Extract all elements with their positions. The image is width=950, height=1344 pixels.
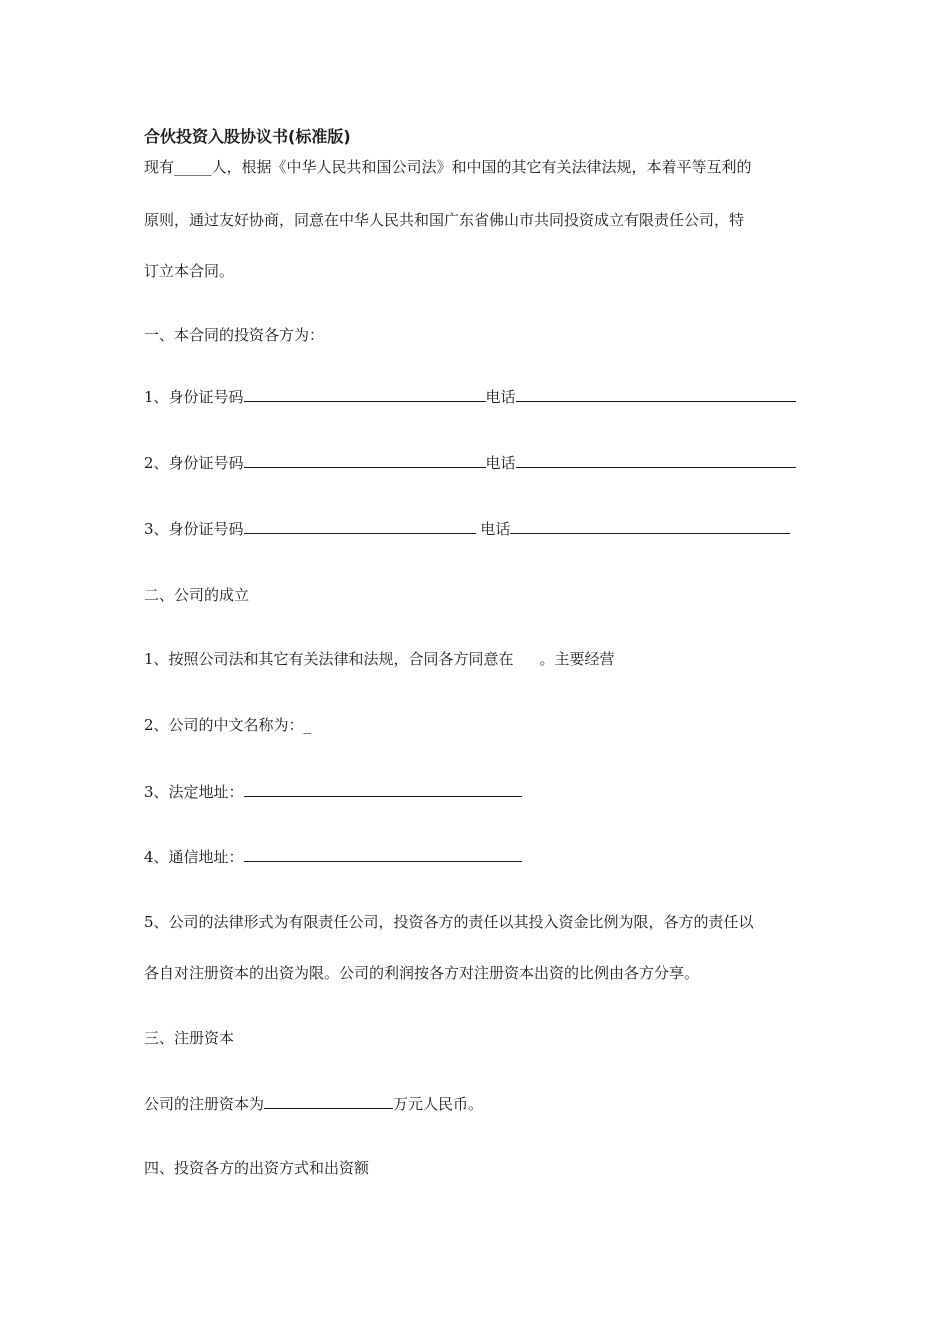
capital-unit: 万元人民币。 — [393, 1095, 484, 1113]
party-2-id-label: 2、身份证号码 — [144, 454, 244, 472]
party-3-phone-blank[interactable] — [510, 518, 790, 534]
capital-amount-blank[interactable] — [264, 1093, 393, 1109]
party-2-phone-label: 电话 — [485, 454, 516, 472]
party-row-3 — [144, 518, 790, 539]
section-2-item-5-line-2: 各自对注册资本的出资为限。公司的利润按各方对注册资本出资的比例由各方分享。 — [144, 964, 700, 982]
party-3-id-blank[interactable] — [244, 518, 476, 534]
item-1-suffix: 。主要经营 — [539, 650, 615, 668]
party-2-phone-blank[interactable] — [516, 452, 796, 468]
intro-line-2: 原则，通过友好协商，同意在中华人民共和国广东省佛山市共同投资成立有限责任公司，特 — [144, 211, 745, 229]
party-3-id-label: 3、身份证号码 — [144, 520, 244, 538]
legal-address-label: 3、法定地址： — [144, 783, 244, 801]
party-1-phone-label: 电话 — [485, 388, 516, 406]
section-2-item-4 — [144, 846, 522, 867]
section-2-item-1 — [144, 649, 615, 669]
party-row-2 — [144, 452, 796, 473]
section-2-heading: 二、公司的成立 — [144, 586, 250, 604]
section-1-heading: 一、本合同的投资各方为： — [144, 326, 325, 344]
party-2-id-blank[interactable] — [244, 452, 486, 468]
intro-line-3: 订立本合同。 — [144, 262, 235, 280]
party-row-1 — [144, 386, 796, 407]
item-1-text: 1、按照公司法和其它有关法律和法规，合同各方同意在 — [144, 650, 514, 668]
section-2-item-2: 2、公司的中文名称为：_ — [144, 716, 312, 734]
section-2-item-3 — [144, 781, 522, 802]
section-4-heading: 四、投资各方的出资方式和出资额 — [144, 1159, 370, 1177]
section-2-item-5-line-1: 5、公司的法律形式为有限责任公司，投资各方的责任以其投入资金比例为限，各方的责任以 — [144, 913, 754, 931]
document-title: 合伙投资入股协议书(标准版) — [144, 127, 351, 146]
mailing-address-blank[interactable] — [244, 846, 522, 862]
registered-capital-row — [144, 1093, 483, 1114]
intro-line-1: 现有_____人，根据《中华人民共和国公司法》和中国的其它有关法律法规，本着平等互利的 — [144, 158, 752, 176]
party-1-phone-blank[interactable] — [516, 386, 796, 402]
party-1-id-blank[interactable] — [244, 386, 486, 402]
party-3-phone-label: 电话 — [475, 520, 511, 538]
legal-address-blank[interactable] — [244, 781, 522, 797]
mailing-address-label: 4、通信地址： — [144, 848, 244, 866]
capital-label: 公司的注册资本为 — [144, 1095, 265, 1113]
section-3-heading: 三、注册资本 — [144, 1029, 235, 1047]
party-1-id-label: 1、身份证号码 — [144, 388, 244, 406]
